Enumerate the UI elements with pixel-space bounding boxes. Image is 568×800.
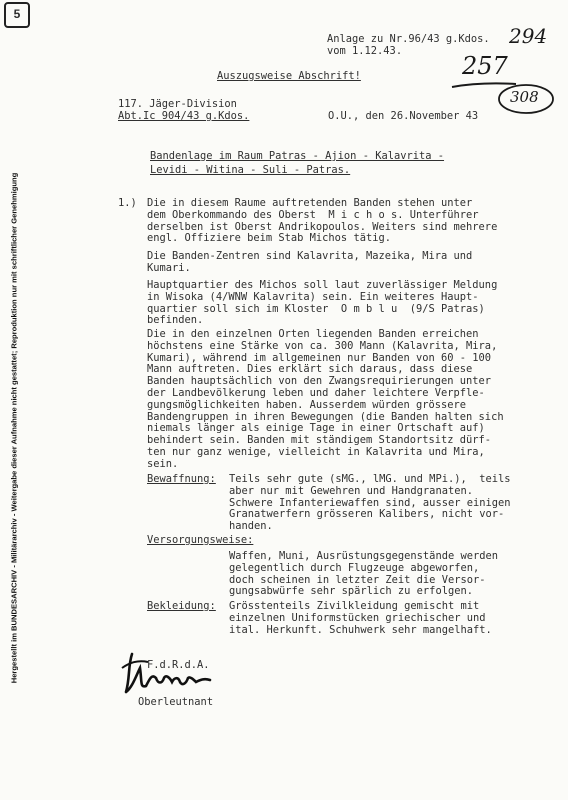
paragraph-centers: Die Banden-Zentren sind Kalavrita, Mazeika, Mira und Kumari. xyxy=(147,250,473,274)
file-reference: Abt.Ic 904/43 g.Kdos. xyxy=(118,110,250,122)
bekleidung-text: Grösstenteils Zivilkleidung gemischt mit einzelnen Uniformstücken griechischer und ital. Herkunft. Schuhwerk sehr mangelhaft. xyxy=(229,600,492,636)
fdr-note: F.d.R.d.A. xyxy=(147,659,210,671)
handwritten-page-number: 294 xyxy=(509,24,548,48)
subject-line-1: Bandenlage im Raum Patras - Ajion - Kalavrita - xyxy=(150,150,445,162)
anlage-line-1: Anlage zu Nr.96/43 g.Kdos. xyxy=(327,33,490,45)
item-number: 1.) xyxy=(118,197,137,209)
versorgung-label: Versorgungsweise: xyxy=(147,534,254,546)
paragraph-leadership: Die in diesem Raume auftretenden Banden stehen unter dem Oberkommando des Oberst M i c h o s. Unterführer derselben ist Oberst Andrikopoulos. Weiters sind mehrere engl. Offiziere beim Stab Michos tätig. xyxy=(147,197,498,245)
paragraph-strength: Die in den einzelnen Orten liegenden Banden erreichen höchstens eine Stärke von ca. 300 Mann (Kalavrita, Mira, Kumari), während im allgemeinen nur Banden von 60 - 100 Mann auftreten. Dies erklärt sich daraus, dass diese Banden hauptsächlich von den Zwangsrequirierungen unter der Landbevölkerung leben und daher leichtere Verpfle- gungsmöglichkeiten haben. Ausserdem würden grössere Bandengruppen in ihren Bewegungen (die Banden halten sich niemals länger als einige Tage in einer Ortschaft auf) behindert sein. Banden mit ständigem Standortsitz dürf- ten nur ganz wenige, vielleicht in Kalavrita und Mira, sein. xyxy=(147,328,504,470)
handwritten-folio-number: 257 xyxy=(462,52,508,80)
circled-number: 308 xyxy=(510,88,539,106)
bekleidung-label: Bekleidung: xyxy=(147,600,216,612)
bewaffnung-text: Teils sehr gute (sMG., lMG. und MPi.), teils aber nur mit Gewehren und Handgranaten. Schwere Infanteriewaffen sind, ausser einigen Granatwerfern grösseren Kalibers, nicht vor- handen. xyxy=(229,473,511,533)
versorgung-text: Waffen, Muni, Ausrüstungsgegenstände werden gelegentlich durch Flugzeuge abgeworfen, doch scheinen in letzter Zeit die Versor- gungsabwürfe sehr spärlich zu erfolgen. xyxy=(229,550,498,598)
document-title: Auszugsweise Abschrift! xyxy=(217,70,361,82)
subject-line-2: Levidi - Witina - Suli - Patras. xyxy=(150,164,351,176)
corner-mark: 5 xyxy=(4,2,30,28)
bewaffnung-label: Bewaffnung: xyxy=(147,473,216,485)
paragraph-headquarters: Hauptquartier des Michos soll laut zuverlässiger Meldung in Wisoka (4/WNW Kalavrita) sein. Ein weiteres Haupt- quartier soll sich im Kloster O m b l u (9/S Patras) befinden. xyxy=(147,279,498,327)
archive-stamp xyxy=(6,128,22,728)
place-date: O.U., den 26.November 43 xyxy=(328,110,479,122)
unit-name: 117. Jäger-Division xyxy=(118,98,237,110)
signatory-rank: Oberleutnant xyxy=(138,696,214,708)
archive-stamp-text: Hergestellt im BUNDESARCHIV - Militärarchiv - Weitergabe dieser Aufnahme nicht gestattet; Reproduktion nur mit schriftlicher Genehmigung xyxy=(9,172,19,684)
anlage-line-2: vom 1.12.43. xyxy=(327,45,403,57)
